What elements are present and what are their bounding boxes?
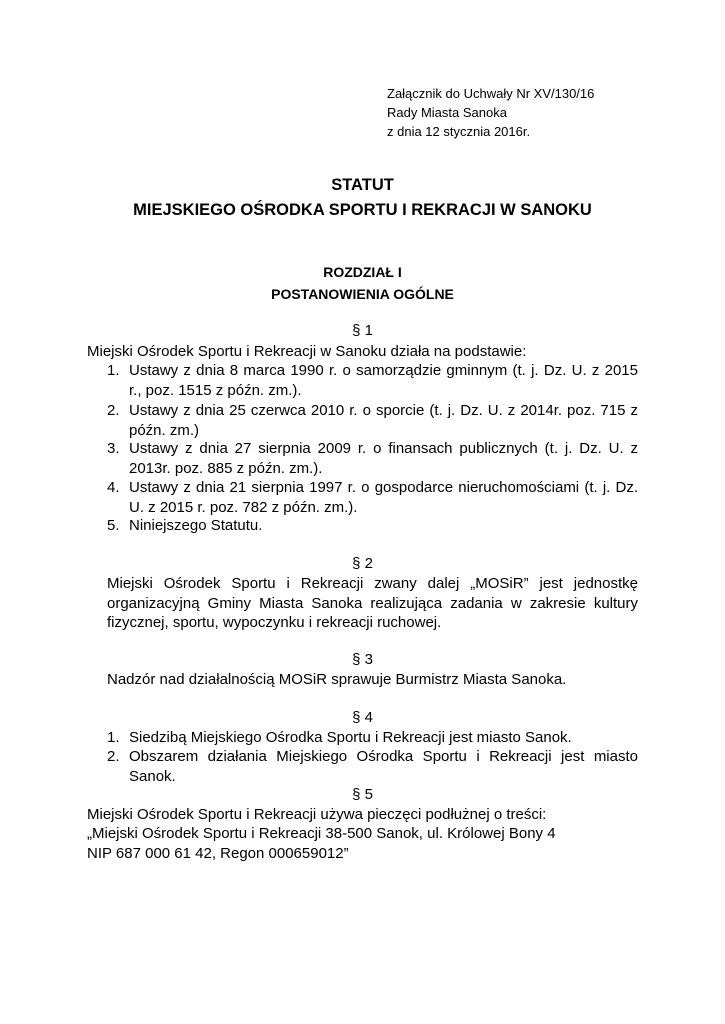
item-text: Obszarem działania Miejskiego Ośrodka Sportu i Rekreacji jest miasto Sanok.	[129, 748, 638, 785]
stamp-text-line-1: „Miejski Ośrodek Sportu i Rekreacji 38-500 Sanok, ul. Królowej Bony 4	[87, 825, 556, 842]
header-line-resolution: Załącznik do Uchwały Nr XV/130/16	[387, 86, 595, 101]
section-1-heading: § 1	[352, 322, 373, 339]
item-text: Niniejszego Statutu.	[129, 517, 263, 534]
header-line-date: z dnia 12 stycznia 2016r.	[387, 124, 531, 139]
section-4-heading: § 4	[352, 709, 373, 726]
item-text: Ustawy z dnia 27 sierpnia 2009 r. o finansach publicznych (t. j. Dz. U. z 2013r. poz. 885 z późn. zm.).	[129, 440, 638, 477]
section-5-intro: Miejski Ośrodek Sportu i Rekreacji używa pieczęci podłużnej o treści:	[87, 806, 547, 823]
section-3-text: Nadzór nad działalnością MOSiR sprawuje Burmistrz Miasta Sanoka.	[107, 671, 567, 688]
item-number: 4.	[107, 479, 120, 496]
section-2-text: Miejski Ośrodek Sportu i Rekreacji zwany dalej „MOSiR” jest jednostkę organizacyjną Gminy Miasta Sanoka realizująca zadania w zakresie kultury fizycznej, sportu, wypoczynku i rekreacji ruchowej.	[107, 575, 638, 631]
item-number: 5.	[107, 517, 120, 534]
section-5-heading: § 5	[352, 786, 373, 803]
section-1-intro: Miejski Ośrodek Sportu i Rekreacji w Sanoku działa na podstawie:	[87, 343, 527, 360]
chapter-name: POSTANOWIENIA OGÓLNE	[271, 286, 454, 302]
item-number: 2.	[107, 402, 120, 419]
item-number: 3.	[107, 440, 120, 457]
document-title: STATUT	[331, 176, 394, 194]
item-number: 1.	[107, 729, 120, 746]
document-subtitle: MIEJSKIEGO OŚRODKA SPORTU I REKRACJI W SANOKU	[133, 201, 592, 219]
item-number: 1.	[107, 362, 120, 379]
item-number: 2.	[107, 748, 120, 765]
item-text: Ustawy z dnia 21 sierpnia 1997 r. o gospodarce nieruchomościami (t. j. Dz. U. z 2015 r. poz. 782 z późn. zm.).	[129, 479, 638, 516]
section-3-heading: § 3	[352, 651, 373, 668]
item-text: Ustawy z dnia 8 marca 1990 r. o samorządzie gminnym (t. j. Dz. U. z 2015 r., poz. 1515 z późn. zm.).	[129, 362, 638, 399]
item-text: Ustawy z dnia 25 czerwca 2010 r. o sporcie (t. j. Dz. U. z 2014r. poz. 715 z późn. zm.)	[129, 402, 638, 439]
item-text: Siedzibą Miejskiego Ośrodka Sportu i Rekreacji jest miasto Sanok.	[129, 729, 572, 746]
chapter-number: ROZDZIAŁ I	[323, 264, 402, 280]
attachment-header	[387, 84, 594, 141]
section-2-heading: § 2	[352, 555, 373, 572]
header-line-council: Rady Miasta Sanoka	[387, 105, 507, 120]
stamp-text-line-2: NIP 687 000 61 42, Regon 000659012”	[87, 845, 349, 862]
